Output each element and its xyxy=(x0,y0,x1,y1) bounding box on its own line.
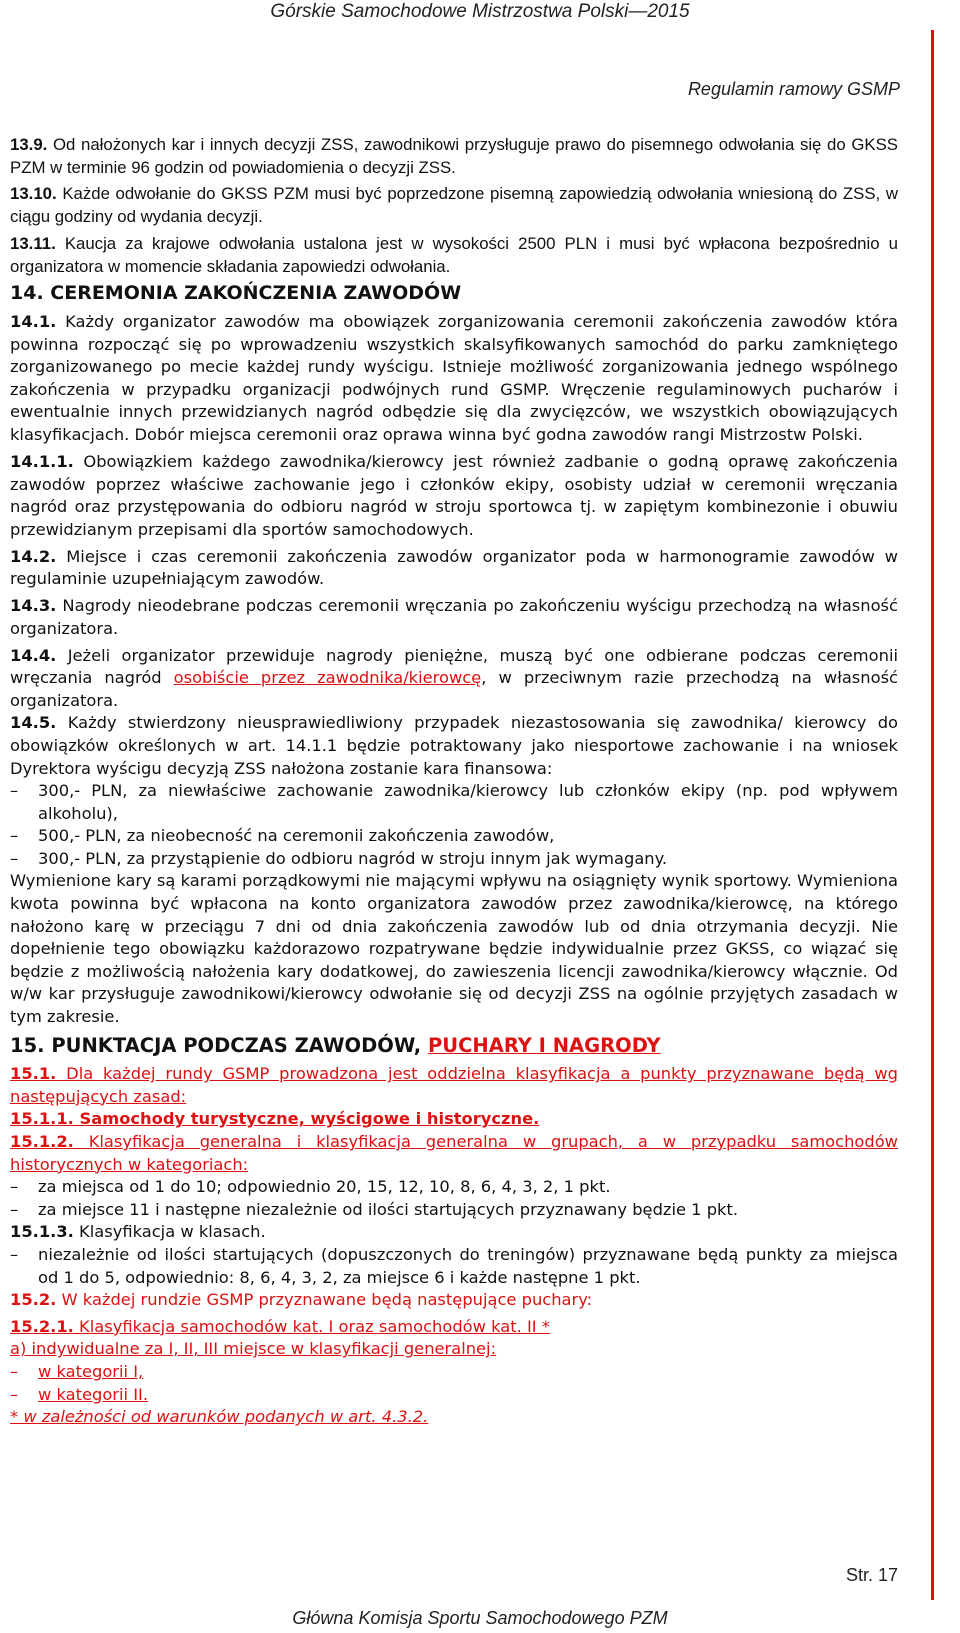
paragraph-15-1-3 xyxy=(10,1221,898,1244)
fine-list-item: – 500,- PLN, za nieobecność na ceremonii zakończenia zawodów, xyxy=(10,825,898,848)
paragraph-13-11 xyxy=(10,233,898,278)
document-header-subtitle: Regulamin ramowy GSMP xyxy=(687,79,900,99)
paragraph-text: Nagrody nieodebrane podczas ceremonii wręczania po zakończeniu wyścigu przechodzą na własność organizatora. xyxy=(10,596,898,638)
fine-list-item: – 300,- PLN, za niewłaściwe zachowanie zawodnika/kierowcy lub członków ekipy (np. pod wpływem alkoholu), xyxy=(10,780,898,825)
margin-red-line xyxy=(931,30,934,1600)
highlighted-text: osobiście przez zawodnika/kierowcę xyxy=(173,668,482,688)
paragraph-15-2-1 xyxy=(10,1316,898,1339)
footnote: * w zależności od warunków podanych w art. 4.3.2. xyxy=(10,1407,429,1427)
fine-list-item: – 300,- PLN, za przystąpienie do odbioru nagród w stroju innym jak wymagany. xyxy=(10,848,898,871)
paragraph-15-1-2 xyxy=(10,1131,898,1176)
paragraph-text: Obowiązkiem każdego zawodnika/kierowcy jest również zadbanie o godną oprawę zakończenia zawodów poprzez właściwe zachowanie jego i członków ekipy, osobisty udział w ceremonii wręczania nagród oraz przystępowania do odbioru nagród w stroju sportowca tj. w zapiętym kombinezonie i obuwiu przewidzianym przepisami dla sportów samochodowych. xyxy=(10,451,898,539)
section-number: 14.3. xyxy=(10,596,57,616)
section-number: 15.2. xyxy=(10,1290,57,1310)
heading-text-highlighted: PUCHARY I NAGRODY xyxy=(427,1033,661,1057)
section-number: 15.1.2. xyxy=(10,1132,74,1152)
heading-text: 15. PUNKTACJA PODCZAS ZAWODÓW, xyxy=(10,1033,428,1057)
paragraph-text: , w przeciwnym razie przechodzą na własność organizatora. xyxy=(10,668,899,710)
paragraph-text: Klasyfikacja generalna i klasyfikacja generalna w grupach, a w przypadku samochodów historycznych w kategoriach: xyxy=(10,1132,898,1174)
paragraph-15-2 xyxy=(10,1289,898,1312)
paragraph-text: W każdej rundzie GSMP przyznawane będą następujące puchary: xyxy=(56,1290,593,1310)
paragraph-text: Jeżeli organizator przewiduje nagrody pieniężne, muszą być one odbierane podczas ceremonii wręczania nagród xyxy=(10,645,898,688)
paragraph-text: Miejsce i czas ceremonii zakończenia zawodów organizator poda w harmonogramie zawodów w regulaminie uzupełniającym zawodów. xyxy=(10,546,898,589)
document-header-title: Górskie Samochodowe Mistrzostwa Polski—2015 xyxy=(270,1,690,22)
page-number: Str. 17 xyxy=(845,1565,898,1585)
section-number: 13.10. xyxy=(10,184,57,204)
paragraph-15-2-1-a: a) indywidualne za I, II, III miejsce w klasyfikacji generalnej: xyxy=(10,1339,497,1359)
document-body xyxy=(10,134,898,1433)
section-number: 14.1.1. xyxy=(10,451,74,471)
paragraph-14-1 xyxy=(10,311,898,447)
paragraph-15-1 xyxy=(10,1063,898,1108)
paragraph-text: Kaucja za krajowe odwołania ustalona jest w wysokości 2500 PLN i musi być wpłacona bezpośrednio u organizatora w momencie składania zapowiedzi odwołania. xyxy=(10,233,898,276)
section-number: 14.2. xyxy=(10,546,57,566)
section-heading-14: 14. CEREMONIA ZAKOŃCZENIA ZAWODÓW xyxy=(10,282,462,305)
section-number: 14.5. xyxy=(10,713,57,733)
paragraph-13-9 xyxy=(10,134,898,179)
cup-list-item xyxy=(10,1384,898,1407)
paragraph-text: Każde odwołanie do GKSS PZM musi być poprzedzone pisemną zapowiedzią odwołania wniesioną do ZSS, w ciągu godziny od wydania decyzji. xyxy=(10,184,898,227)
paragraph-14-3 xyxy=(10,595,898,640)
paragraph-15-1-1: 15.1.1. Samochody turystyczne, wyścigowe i historyczne. xyxy=(10,1109,540,1129)
cup-list-item xyxy=(10,1361,898,1384)
paragraph-text: Klasyfikacja w klasach. xyxy=(73,1222,266,1242)
paragraph-text: Każdy organizator zawodów ma obowiązek zorganizowania ceremonii zakończenia zawodów która powinna rozpocząć się po wprowadzeniu wszystkich skalsyfikowanych samochód do parku zamkniętego zorganizowanego po mecie każdej rundy wyścigu. Istnieje możliwość zorganizowania jednego wspólnego zakończenia w przypadku organizacji podwójnych rund GSMP. Wręczenie regulaminowych pucharów i ewentualnie innych przewidzianych nagród odbędzie się dla zwycięzców, we wszystkich obowiązujących klasyfikacjach. Dobór miejsca ceremonii oraz oprawa winna być godna zawodów rangi Mistrzostw Polski. xyxy=(10,312,898,445)
cup-list-text: w kategorii I, xyxy=(38,1361,144,1381)
section-number: 15.1.3. xyxy=(10,1222,74,1242)
paragraph-14-5 xyxy=(10,712,898,780)
paragraph-text: Od nałożonych kar i innych decyzji ZSS, zawodnikowi przysługuje prawo do pisemnego odwołania się do GKSS PZM w terminie 96 godzin od powiadomienia o decyzji ZSS. xyxy=(10,135,898,177)
section-number: 15.2.1. xyxy=(10,1316,74,1336)
paragraph-14-2 xyxy=(10,546,898,591)
paragraph-fines-info: Wymienione kary są karami porządkowymi nie mającymi wpływu na osiągnięty wynik sportowy. Wymieniona kwota powinna być wpłacona na konto organizatora zawodów przez zawodnika/kierowcę, na którego nałożono karę w przeciągu 7 dni od dnia zakończenia zawodów lub od dnia otrzymania decyzji. Nie dopełnienie tego obowiązku każdorazowo rozpatrywane będzie indywidualnie przez GKSS, co wiązać się będzie z możliwością nałożenia kary dodatkowej, do zawieszenia licencji zawodnika/kierowcy włącznie. Od w/w kar przysługuje zawodnikowi/kierowcy odwołanie się od decyzji ZSS na ogólnie przyjętych zasadach w tym zakresie. xyxy=(10,871,898,1027)
section-number: 13.11. xyxy=(10,233,56,253)
paragraph-text: Dla każdej rundy GSMP prowadzona jest oddzielna klasyfikacja a punkty przyznawane będą wg następujących zasad: xyxy=(10,1064,898,1106)
paragraph-13-10 xyxy=(10,183,898,228)
cup-list-text: w kategorii II. xyxy=(38,1384,149,1404)
section-number: 13.9. xyxy=(10,135,48,154)
paragraph-text: Każdy stwierdzony nieusprawiedliwiony przypadek niezastosowania się zawodnika/ kierowcy do obowiązków określonych w art. 14.1.1 będzie potraktowany jako niesportowe zachowanie i na wniosek Dyrektora wyścigu decyzją ZSS nałożona zostanie kara finansowa: xyxy=(10,713,898,778)
section-heading-15 xyxy=(10,1035,898,1058)
section-number: 15.1. xyxy=(10,1064,57,1084)
class-points-list-item: – niezależnie od ilości startujących (dopuszczonych do treningów) przyznawane będą punkty za miejsca od 1 do 5, odpowiednio: 8, 6, 4, 3, 2, za miejsce 6 i każde następne 1 pkt. xyxy=(10,1244,898,1289)
points-list-item: – za miejsce 11 i następne niezależnie od ilości startujących przyznawany będzie 1 pkt. xyxy=(10,1199,898,1222)
document-footer: Główna Komisja Sportu Samochodowego PZM xyxy=(292,1608,668,1628)
paragraph-14-4 xyxy=(10,645,898,713)
section-number: 14.1. xyxy=(10,312,57,332)
paragraph-text: Klasyfikacja samochodów kat. I oraz samochodów kat. II * xyxy=(73,1316,550,1336)
paragraph-14-1-1 xyxy=(10,451,898,541)
section-number: 14.4. xyxy=(10,645,57,665)
points-list-item: – za miejsca od 1 do 10; odpowiednio 20, 15, 12, 10, 8, 6, 4, 3, 2, 1 pkt. xyxy=(10,1176,898,1199)
